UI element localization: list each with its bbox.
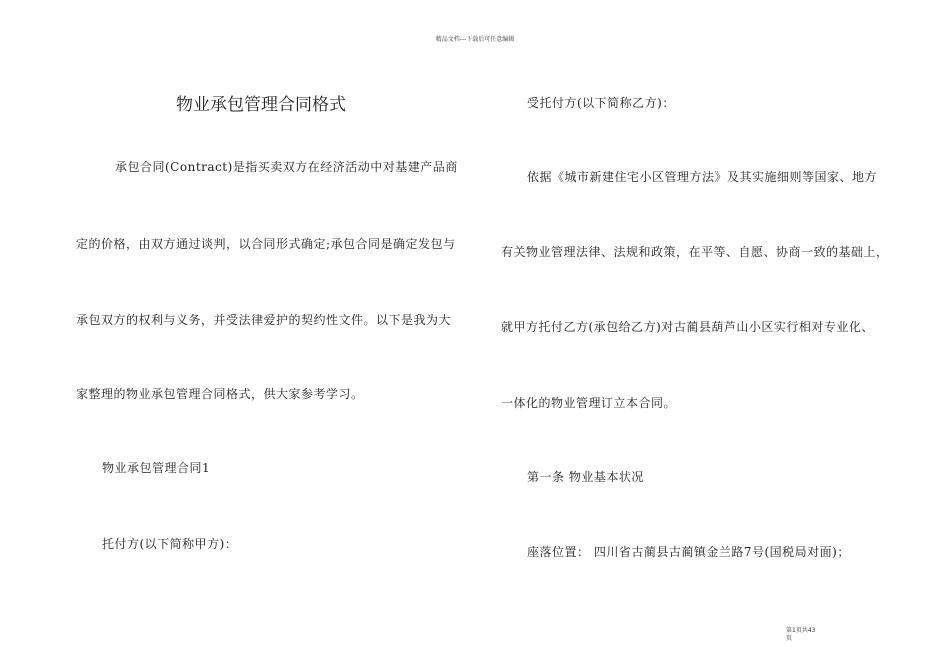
party-b-line: 受托付方(以下简称乙方)： bbox=[527, 96, 675, 110]
location-line: 座落位置： 四川省古蔺县古蔺镇金兰路7号(国税局对面)； bbox=[527, 545, 850, 559]
body-line-2: 有关物业管理法律、法规和政策，在平等、自愿、协商一致的基础上， bbox=[501, 245, 889, 259]
intro-line-3: 承包双方的权利与义务，并受法律爱护的契约性文件。以下是我为大 bbox=[76, 313, 452, 327]
page-number bbox=[786, 627, 826, 643]
body-line-3: 就甲方托付乙方(承包给乙方)对古蔺县葫芦山小区实行相对专业化、 bbox=[501, 320, 874, 334]
party-a-line: 托付方(以下简称甲方)： bbox=[102, 537, 238, 551]
header-note: 精品文档---下载后可任意编辑 bbox=[435, 36, 515, 43]
body-line-4: 一体化的物业管理订立本合同。 bbox=[501, 396, 677, 410]
document-title: 物业承包管理合同格式 bbox=[176, 95, 346, 115]
page-number-line-1: 第1页共43 bbox=[786, 627, 816, 634]
body-line-1: 依据《城市新建住宅小区管理方法》及其实施细则等国家、地方 bbox=[527, 170, 878, 184]
intro-line-4: 家整理的物业承包管理合同格式，供大家参考学习。 bbox=[76, 387, 364, 401]
intro-line-2: 定的价格，由双方通过谈判，以合同形式确定;承包合同是确定发包与 bbox=[76, 237, 456, 251]
intro-line-1: 承包合同(Contract)是指买卖双方在经济活动中对基建产品商 bbox=[115, 160, 458, 174]
contract-heading: 物业承包管理合同1 bbox=[102, 461, 211, 475]
article-1-heading: 第一条 物业基本状况 bbox=[527, 470, 644, 484]
page-number-line-2: 页 bbox=[786, 635, 793, 642]
